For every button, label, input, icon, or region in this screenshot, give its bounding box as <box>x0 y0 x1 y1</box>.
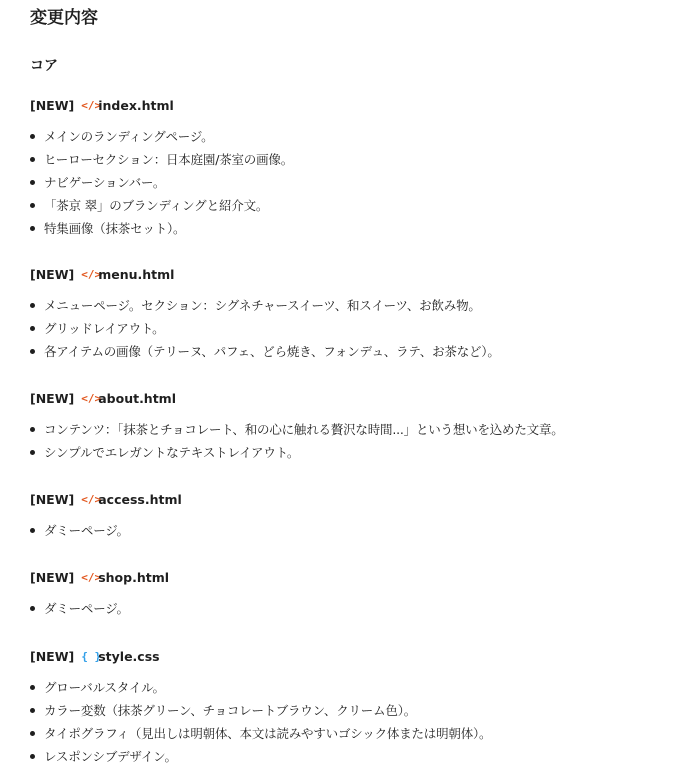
list-item: 「茶京 翠」のブランディングと紹介文。 <box>30 194 293 217</box>
file-header <box>30 648 690 666</box>
html-code-icon: </> <box>81 268 102 281</box>
list-item: コンテンツ：「抹茶とチョコレート、和の心に触れる贅沢な時間...」という想いを込めた文章。 <box>30 418 564 441</box>
page-title: 変更内容 <box>30 8 98 28</box>
list-item: ダミーページ。 <box>30 519 129 542</box>
list-item: グローバルスタイル。 <box>30 676 491 699</box>
list-item: 特集画像（抹茶セット）。 <box>30 217 293 240</box>
change-list <box>30 519 129 542</box>
new-badge: [NEW] <box>30 391 75 406</box>
list-item: ヒーローセクション：日本庭園/茶室の画像。 <box>30 148 293 171</box>
new-badge: [NEW] <box>30 570 75 585</box>
file-header <box>30 390 690 408</box>
html-code-icon: </> <box>81 99 102 112</box>
new-badge: [NEW] <box>30 98 75 113</box>
list-item: グリッドレイアウト。 <box>30 317 500 340</box>
new-badge: [NEW] <box>30 649 75 664</box>
list-item: カラー変数（抹茶グリーン、チョコレートブラウン、クリーム色）。 <box>30 699 491 722</box>
file-block-shop <box>30 569 690 616</box>
list-item: ナビゲーションバー。 <box>30 171 293 194</box>
file-block-style <box>30 648 690 764</box>
css-braces-icon: { } <box>81 650 102 663</box>
change-list <box>30 294 500 363</box>
list-item: 各アイテムの画像（テリーヌ、パフェ、どら焼き、フォンデュ、ラテ、お茶など）。 <box>30 340 500 363</box>
file-header <box>30 491 690 509</box>
html-code-icon: </> <box>81 493 102 506</box>
file-name[interactable]: menu.html <box>98 267 175 282</box>
file-header <box>30 569 690 587</box>
list-item: ダミーページ。 <box>30 597 129 620</box>
list-item: レスポンシブデザイン。 <box>30 745 491 768</box>
file-name[interactable]: about.html <box>98 391 176 406</box>
list-item: シンプルでエレガントなテキストレイアウト。 <box>30 441 564 464</box>
file-header <box>30 266 690 284</box>
section-heading-core: コア <box>30 58 58 74</box>
file-block-menu <box>30 266 690 359</box>
file-name[interactable]: index.html <box>98 98 174 113</box>
list-item: タイポグラフィ（見出しは明朝体、本文は読みやすいゴシック体または明朝体）。 <box>30 722 491 745</box>
change-list <box>30 676 491 768</box>
list-item: メインのランディングページ。 <box>30 125 293 148</box>
html-code-icon: </> <box>81 571 102 584</box>
file-block-access <box>30 491 690 538</box>
file-header <box>30 97 690 115</box>
file-name[interactable]: shop.html <box>98 570 170 585</box>
change-list <box>30 125 293 240</box>
change-list <box>30 418 564 464</box>
html-code-icon: </> <box>81 392 102 405</box>
new-badge: [NEW] <box>30 492 75 507</box>
file-name[interactable]: style.css <box>98 649 160 664</box>
file-name[interactable]: access.html <box>98 492 182 507</box>
list-item: メニューページ。セクション：シグネチャースイーツ、和スイーツ、お飲み物。 <box>30 294 500 317</box>
file-block-index <box>30 97 690 236</box>
new-badge: [NEW] <box>30 267 75 282</box>
change-list <box>30 597 129 620</box>
file-block-about <box>30 390 690 460</box>
